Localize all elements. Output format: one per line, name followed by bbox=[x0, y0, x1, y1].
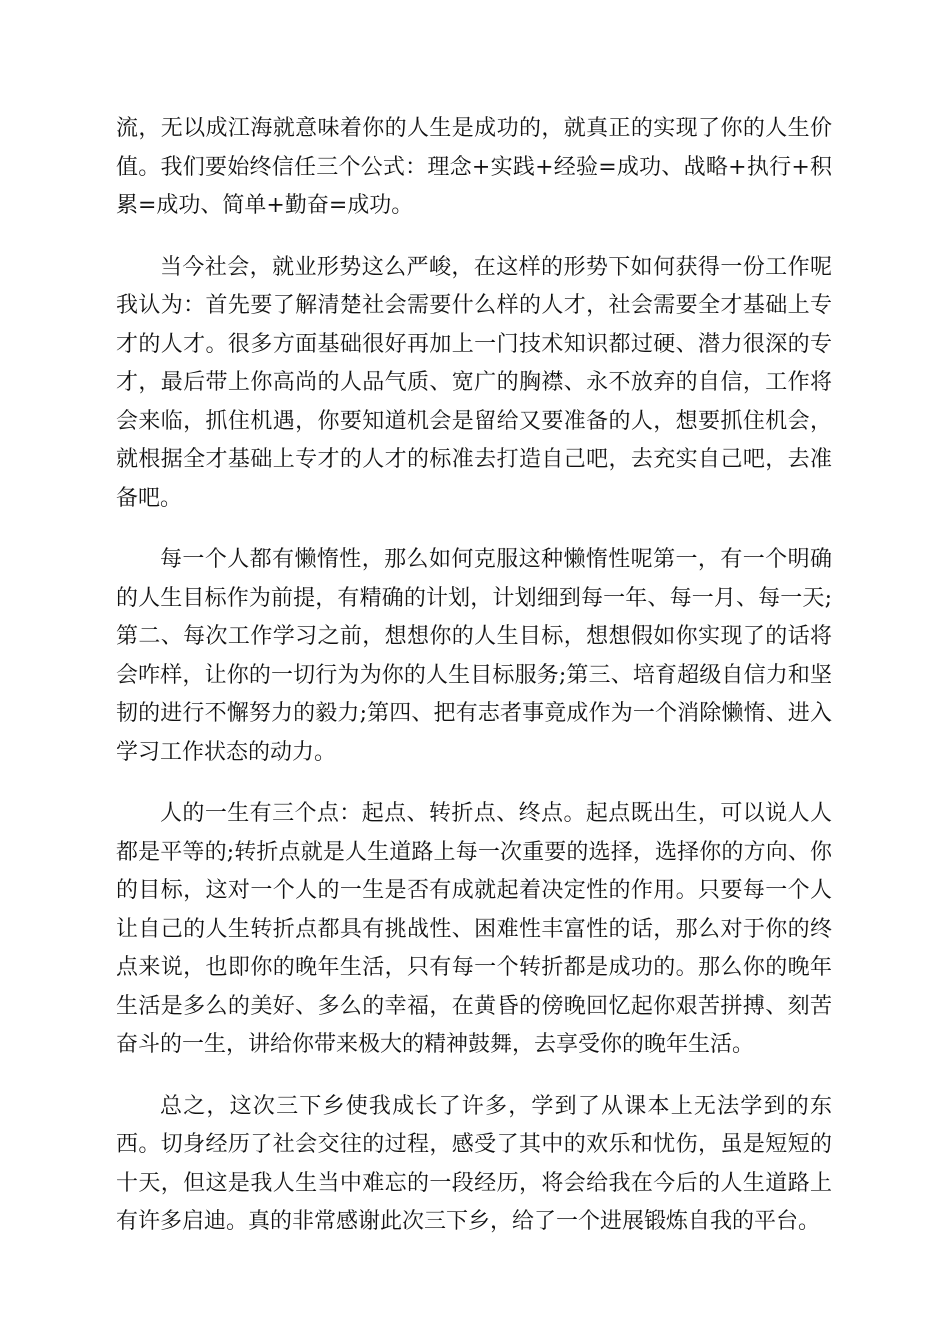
paragraph-continuation: 流，无以成江海就意味着你的人生是成功的，就真正的实现了你的人生价值。我们要始终信任三个公式：理念+实践+经验=成功、战略+执行+积累=成功、简单+勤奋=成功。 bbox=[116, 116, 832, 218]
paragraph-life-points: 人的一生有三个点：起点、转折点、终点。起点既出生，可以说人人都是平等的;转折点就是人生道路上每一次重要的选择，选择你的方向、你的目标，这对一个人的一生是否有成就起着决定性的作用。只要每一个人让自己的人生转折点都具有挑战性、困难性丰富性的话，那么对于你的终点来说，也即你的晚年生活，只有每一个转折都是成功的。那么你的晚年生活是多么的美好、多么的幸福，在黄昏的傍晚回忆起你艰苦拼搏、刻苦奋斗的一生，讲给你带来极大的精神鼓舞，去享受你的晚年生活。 bbox=[116, 801, 832, 1057]
paragraph-laziness: 每一个人都有懒惰性，那么如何克服这种懒惰性呢第一，有一个明确的人生目标作为前提，有精确的计划，计划细到每一年、每一月、每一天;第二、每次工作学习之前，想想你的人生目标，想想假如你实现了的话将会咋样，让你的一切行为为你的人生目标服务;第三、培育超级自信力和坚韧的进行不懈努力的毅力;第四、把有志者事竟成作为一个消除懒惰、进入学习工作状态的动力。 bbox=[116, 547, 832, 765]
paragraph-conclusion: 总之，这次三下乡使我成长了许多，学到了从课本上无法学到的东西。切身经历了社会交往的过程，感受了其中的欢乐和忧伤，虽是短短的十天，但这是我人生当中难忘的一段经历，将会给我在今后的人生道路上有许多启迪。真的非常感谢此次三下乡，给了一个进展锻炼自我的平台。 bbox=[116, 1093, 832, 1234]
document-body bbox=[116, 110, 832, 1265]
paragraph-employment: 当今社会，就业形势这么严峻，在这样的形势下如何获得一份工作呢我认为：首先要了解清楚社会需要什么样的人才，社会需要全才基础上专才的人才。很多方面基础很好再加上一门技术知识都过硬、潜力很深的专才，最后带上你高尚的人品气质、宽广的胸襟、永不放弃的自信，工作将会来临，抓住机遇，你要知道机会是留给又要准备的人，想要抓住机会，就根据全才基础上专才的人才的标准去打造自己吧，去充实自己吧，去准备吧。 bbox=[116, 254, 832, 511]
